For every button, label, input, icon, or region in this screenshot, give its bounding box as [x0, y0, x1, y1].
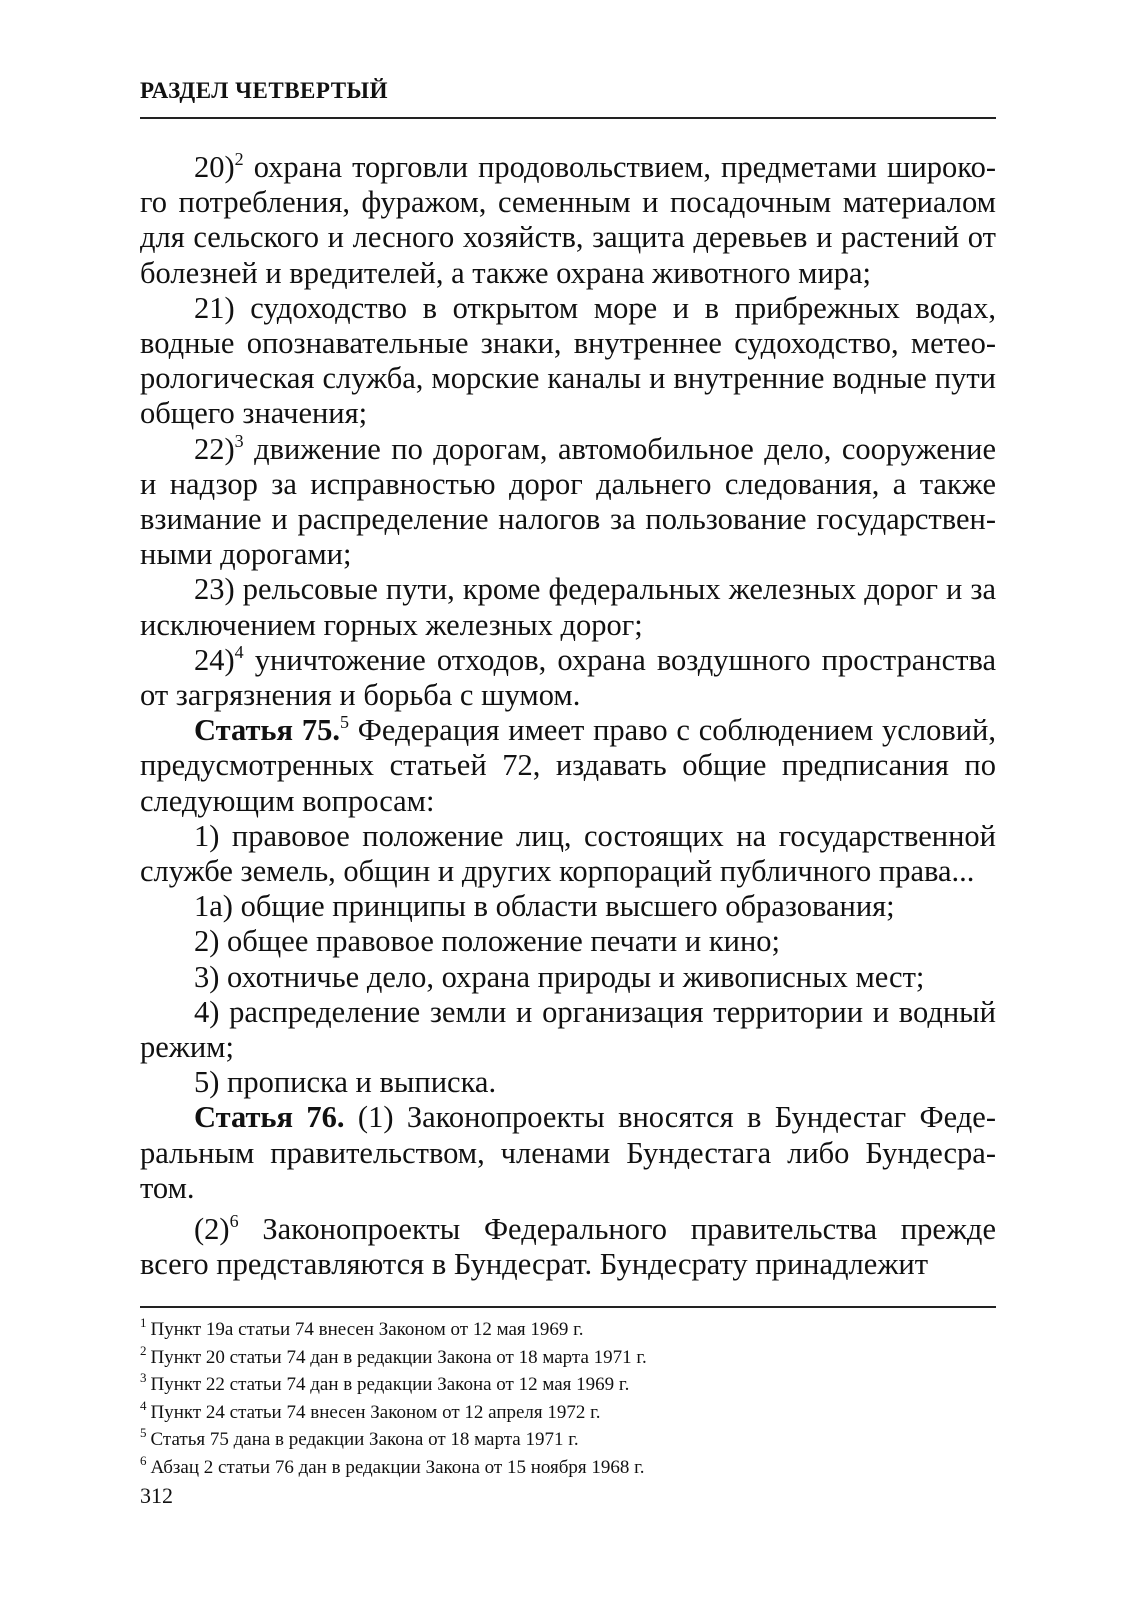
footnotes [140, 1316, 996, 1482]
footnote-number: 5 [140, 1425, 147, 1441]
footnote [140, 1371, 996, 1399]
article-75-item-2: 2) общее правовое положение печати и кино; [194, 924, 781, 959]
footnote-ref: 6 [229, 1211, 239, 1232]
footnote-rule [140, 1306, 996, 1308]
paragraph-22 [140, 432, 996, 573]
footnote-text: Пункт 20 статьи 74 дан в редакции Закона от 18 марта 1971 г. [150, 1346, 647, 1368]
paragraph-text: судоходство в открытом море и в прибрежных водах, водные опознавательные знаки, внутреннее судоходство, метеорологическая служба, морские каналы и внутренние водные пути общего значения; [140, 290, 996, 431]
paragraph-text: движение по дорогам, автомобильное дело, сооружение и надзор за исправностью дорог дальнего следования, а также взимание и распределение налогов за пользование государственными дорогами; [140, 431, 996, 572]
footnote-ref: 5 [339, 712, 349, 733]
footnote-text: Пункт 24 статьи 74 внесен Законом от 12 апреля 1972 г. [150, 1401, 601, 1423]
paragraph-23 [140, 572, 996, 642]
footnote-number: 1 [140, 1315, 147, 1330]
item-number: 21) [194, 290, 235, 325]
paragraph-text: Законопроекты Федерального правительства прежде всего представляются в Бундесрат. Бундесрату принадлежит [140, 1212, 996, 1282]
paragraph-20 [140, 150, 996, 291]
article-76-paragraph-2 [140, 1212, 996, 1282]
footnote [140, 1316, 996, 1344]
footnote-text: Статья 75 дана в редакции Закона от 18 марта 1971 г. [150, 1429, 579, 1451]
footnote-ref: 3 [234, 430, 244, 451]
paragraph-21 [140, 291, 996, 432]
footnote [140, 1399, 996, 1427]
footnote-text: Пункт 22 статьи 74 дан в редакции Закона от 12 мая 1969 г. [150, 1374, 630, 1396]
footnote [140, 1344, 996, 1372]
item-number: 20) [194, 150, 235, 184]
item-number: (2) [194, 1212, 230, 1247]
footnote-text: Пункт 19а статьи 74 внесен Законом от 12 мая 1969 г. [150, 1319, 584, 1340]
article-76 [140, 1100, 996, 1206]
footnote-text: Абзац 2 статьи 76 дан в редакции Закона от 15 ноября 1968 г. [150, 1456, 645, 1478]
footnote-ref: 4 [234, 641, 244, 662]
paragraph-24 [140, 643, 996, 713]
footnote-number: 3 [140, 1370, 147, 1386]
article-75-item-1a: 1а) общие принципы в области высшего образования; [194, 889, 895, 924]
article-75-item-3: 3) охотничье дело, охрана природы и живописных мест; [194, 959, 925, 994]
article-heading: Статья 76. [194, 1100, 345, 1135]
page-number: 312 [140, 1483, 173, 1508]
paragraph-text: (1) Законопроекты вносятся в Бундестаг Федеральным правительством, членами Бундестага либо Бундесратом. [140, 1100, 996, 1205]
body-text [140, 150, 996, 1283]
article-75 [140, 713, 996, 819]
paragraph-text: Федерация имеет право с соблюдением условий, предусмотренных статьей 72, издавать общие предписания по следующим вопросам: [140, 713, 996, 818]
footnote [140, 1426, 996, 1454]
article-heading: Статья 75. [194, 713, 340, 748]
footnote-ref: 2 [234, 149, 244, 169]
footnote-number: 4 [140, 1397, 147, 1413]
paragraph-text: охрана торговли продовольствием, предметами широкого потребления, фуражом, семенным и посадочным материалом для сельского и лесного хозяйств, защита деревьев и растений от болезней и вредителей, а также охрана животного мира; [140, 150, 996, 290]
footnote-number: 2 [140, 1342, 147, 1358]
footnote-number: 6 [140, 1452, 147, 1468]
paragraph-text: рельсовые пути, кроме федеральных железных дорог и за исключением горных железных дорог; [140, 572, 996, 642]
item-number: 23) [194, 572, 235, 607]
item-number: 22) [194, 431, 235, 466]
paragraph-text: уничтожение отходов, охрана воздушного пространства от загрязнения и борьба с шумом. [140, 642, 996, 713]
section-header: РАЗДЕЛ ЧЕТВЕРТЫЙ [140, 78, 389, 103]
article-75-item-5: 5) прописка и выписка. [194, 1065, 497, 1100]
footnote [140, 1454, 996, 1482]
item-number: 24) [194, 642, 235, 677]
header-rule [140, 117, 996, 119]
article-75-item-1: 1) правовое положение лиц, состоящих на государственной службе земель, общин и других корпораций публичного права... [140, 818, 996, 889]
article-75-item-4: 4) распределение земли и организация территории и водный режим; [140, 994, 996, 1065]
